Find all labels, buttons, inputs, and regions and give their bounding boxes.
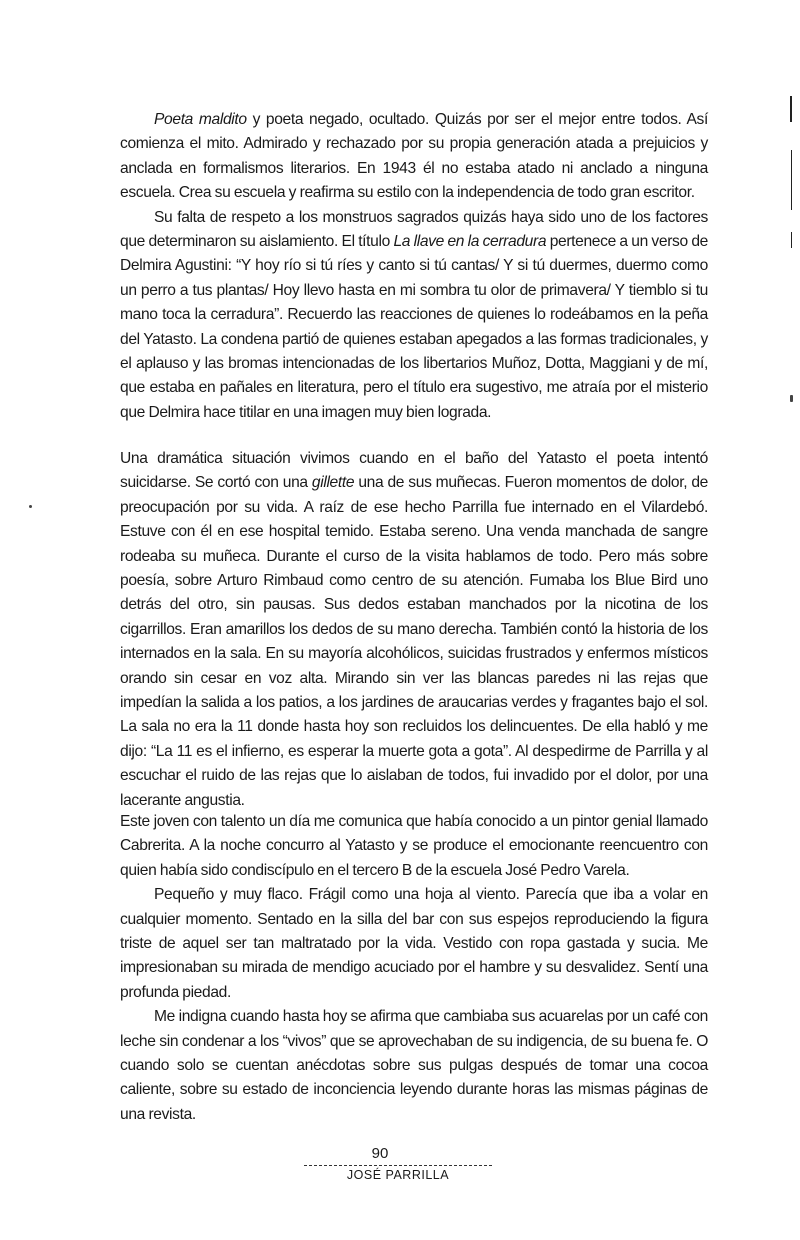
paragraph-text: pertenece a un verso de Delmira Agustini: “Y hoy río si tú ríes y canto si tú cantas/ Y si tú duermes, duermo como un perro a tus plantas/ Hoy llevo hasta en mi sombra tu olor de primavera/ Y tiemblo si tu mano toca la cerradura”. Recuerdo las reacciones de quienes lo rodeábamos en la peña del Yatasto. La condena partió de quienes estaban apegados a las formas tradicionales, y el aplauso y las bromas intencionadas de los libertarios Muñoz, Dotta, Maggiani y de mí, que estaba en pañales en literatura, pero el título era sugestivo, me atraía por el misterio que Delmira hace titilar en una imagen muy bien lograda. bbox=[120, 233, 708, 421]
scan-edge-mark bbox=[790, 96, 792, 122]
paragraph-text: una de sus muñecas. Fueron momentos de dolor, de preocupación por su vida. A raíz de ese hecho Parrilla fue internado en el Vilardebó. Estuve con él en ese hospital temido. Estaba sereno. Una venda manchada de sangre rodeaba su muñeca. Durante el curso de la visita hablamos de todo. Pero más sobre poesía, sobre Arturo Rimbaud como centro de su atención. Fumaba los Blue Bird uno detrás del otro, sin pausas. Sus dedos estaban manchados por la nicotina de los cigarrillos. Eran amarillos los dedos de su mano derecha. También contó la historia de los internados en la sala. En su mayoría alcohólicos, suicidas frustrados y enfermos místicos orando sin cesar en voz alta. Mirando sin ver las blancas paredes ni las rejas que impedían la salida a los patios, a los jardines de araucarias verdes y fragantes bajo el sol. La sala no era la 11 donde hasta hoy son recluidos los delincuentes. De ella habló y me dijo: “La 11 es el infierno, es esperar la muerte gota a gota”. Al despedirme de Parrilla y al escuchar el ruido de las rejas que lo aislaban de todos, fui invadido por el dolor, por una lacerante angustia. bbox=[120, 474, 708, 809]
italic-word: gillette bbox=[311, 474, 355, 492]
scan-dot-mark bbox=[29, 505, 32, 508]
paragraph: Me indigna cuando hasta hoy se afirma que cambiaba sus acuarelas por un café con leche sin condenar a los “vivos” que se aprovechaban de su indigencia, de su buena fe. O cuando solo se cuentan anécdotas sobre sus pulgas después de tomar una cocoa caliente, sobre su estado de inconciencia leyendo durante horas las mismas páginas de una revista. bbox=[120, 1008, 708, 1123]
paragraph-text: Su falta de respeto a los monstruos sagrados quizás haya sido uno de los factores que determinaron su aislamiento. El título bbox=[120, 208, 708, 251]
paragraph bbox=[120, 108, 708, 206]
paragraph-text: y poeta negado, ocultado. Quizás por ser el mejor entre todos. Así comienza el mito. Admirado y rechazado por su propia generación atada a prejuicios y anclada en formalismos literarios. En 1943 él no estaba atado ni anclado a ninguna escuela. Crea su escuela y reafirma su estilo con la independencia de todo gran escritor. bbox=[120, 111, 708, 202]
scan-edge-mark bbox=[791, 150, 792, 210]
page-number: 90 bbox=[371, 1145, 389, 1162]
text-section-2 bbox=[120, 447, 708, 813]
page-footer bbox=[0, 1145, 800, 1182]
paragraph-text: Una dramática situación vivimos cuando en el baño del Yatasto el poeta intentó suicidarse. Se cortó con una bbox=[120, 450, 708, 492]
paragraph: Pequeño y muy flaco. Frágil como una hoja al viento. Parecía que iba a volar en cualquier momento. Sentado en la silla del bar con sus espejos reproduciendo la figura triste de aquel ser tan maltratado por la vida. Vestido con ropa gastada y sucia. Me impresionaban su mirada de mendigo acuciado por el hambre y su desvalidez. Sentí una profunda piedad. bbox=[120, 886, 708, 1001]
scan-edge-mark bbox=[791, 232, 792, 248]
text-section-3 bbox=[120, 810, 708, 1127]
footer-divider bbox=[304, 1165, 492, 1166]
paragraph: Este joven con talento un día me comunica que había conocido a un pintor genial llamado Cabrerita. A la noche concurro al Yatasto y se produce el emocionante reencuentro con quien había sido condiscípulo en el tercero B de la escuela José Pedro Varela. bbox=[120, 813, 708, 879]
italic-phrase: Poeta maldito bbox=[154, 111, 247, 128]
paragraph bbox=[120, 447, 708, 813]
italic-title: La llave en la cerradura bbox=[393, 233, 547, 251]
text-section-1 bbox=[120, 108, 708, 425]
running-footer-author: JOSÉ PARRILLA bbox=[346, 1168, 450, 1182]
paragraph bbox=[120, 206, 708, 426]
scan-dot-mark bbox=[790, 395, 793, 402]
